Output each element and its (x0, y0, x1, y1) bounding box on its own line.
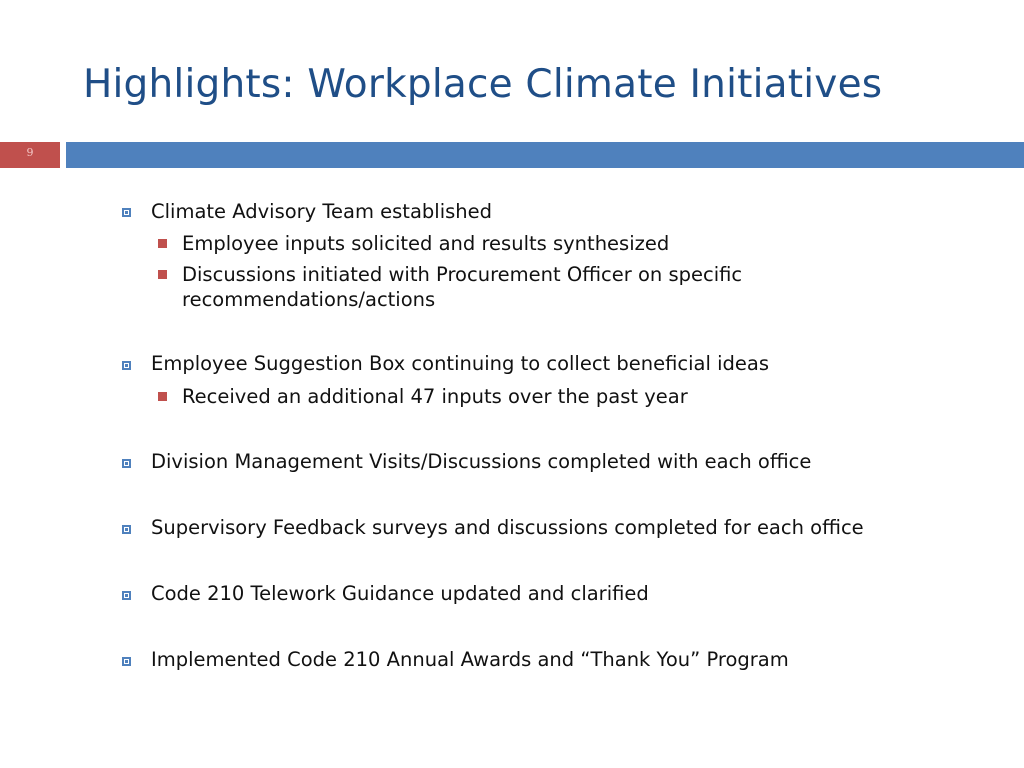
header-bar (66, 142, 1024, 168)
bullet-item: Supervisory Feedback surveys and discussions completed for each office (151, 516, 864, 539)
page-number: 9 (26, 146, 34, 159)
sub-bullet-item: Discussions initiated with Procurement Officer on specific (182, 263, 743, 286)
bullet-item: Climate Advisory Team established (151, 200, 493, 223)
bullet-item: Division Management Visits/Discussions completed with each office (151, 450, 812, 473)
sub-bullet-marker-square-icon (158, 392, 167, 401)
sub-bullet-item: Received an additional 47 inputs over the past year (182, 385, 688, 408)
sub-bullet-item-continuation: recommendations/actions (182, 288, 436, 311)
sub-bullet-marker-square-icon (158, 270, 167, 279)
bullet-marker-square-icon (122, 459, 131, 468)
bullet-marker-square-icon (122, 361, 131, 370)
bullet-marker-square-icon (122, 208, 131, 217)
slide-title: Highlights: Workplace Climate Initiatives (83, 62, 883, 107)
bullet-marker-square-icon (122, 525, 131, 534)
sub-bullet-item: Employee inputs solicited and results synthesized (182, 232, 670, 255)
sub-bullet-marker-square-icon (158, 239, 167, 248)
bullet-item: Implemented Code 210 Annual Awards and “Thank You” Program (151, 648, 789, 671)
bullet-item: Code 210 Telework Guidance updated and clarified (151, 582, 649, 605)
bullet-item: Employee Suggestion Box continuing to collect beneficial ideas (151, 352, 770, 375)
bullet-marker-square-icon (122, 657, 131, 666)
bullet-marker-square-icon (122, 591, 131, 600)
